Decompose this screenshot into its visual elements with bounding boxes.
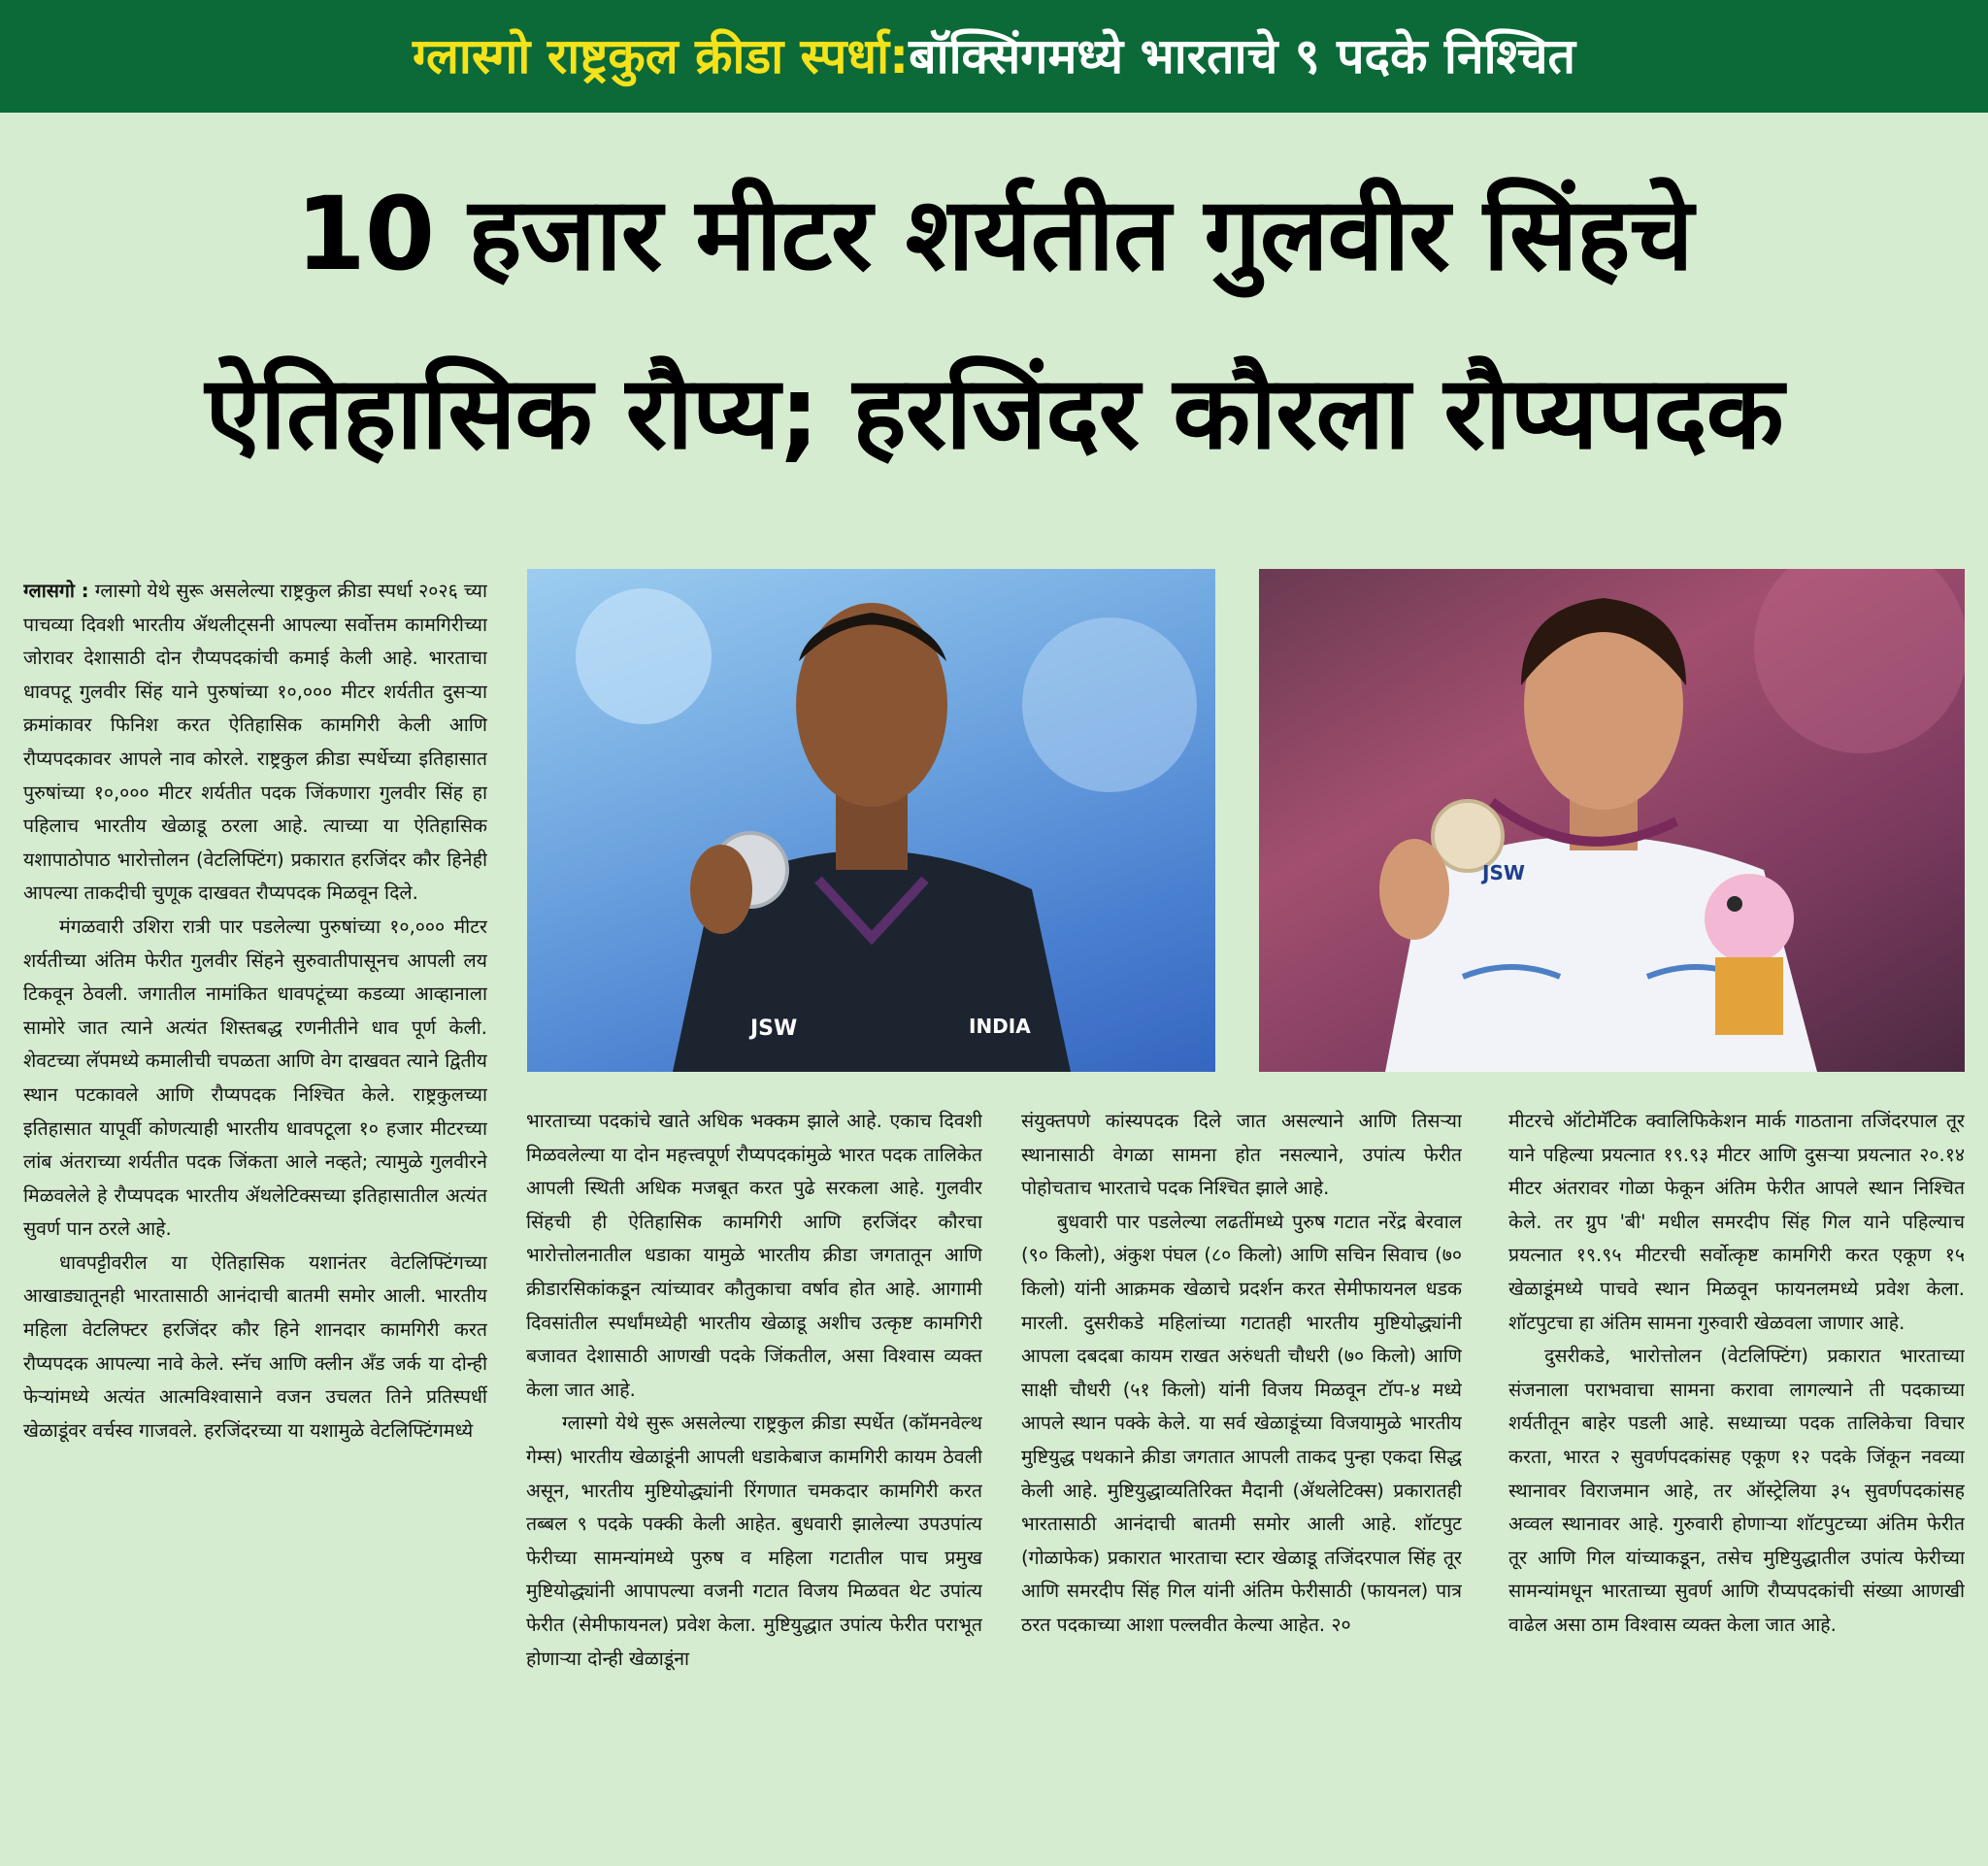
photo-weightlifter-with-medal <box>1259 569 1965 1072</box>
dateline: ग्लासगो : <box>23 580 89 602</box>
article-column-2 <box>526 1105 982 1856</box>
article-column-3 <box>1021 1105 1462 1856</box>
top-banner <box>0 0 1988 113</box>
paragraph: दुसरीकडे, भारोत्तोलन (वेटलिफ्टिंग) प्रकारात भारताच्या संजनाला पराभवाचा सामना करावा लागल्याने ती पदकाच्या शर्यतीतून बाहेर पडली आहे. सध्याच्या पदक तालिकेचा विचार करता, भारत २ सुवर्णपदकांसह एकूण १२ पदके जिंकून नवव्या स्थानावर विराजमान आहे, तर ऑस्ट्रेलिया ३५ सुवर्णपदकांसह अव्वल स्थानावर आहे. गुरुवारी होणाऱ्या शॉटपुटच्या अंतिम फेरीत तूर आणि गिल यांच्याकडून, तसेच मुष्टियुद्धातील उपांत्य फेरीच्या सामन्यांमधून भारताच्या सुवर्ण आणि रौप्यपदकांची संख्या आणखी वाढेल असा ठाम विश्वास व्यक्त केला जात आहे. <box>1508 1345 1965 1636</box>
jersey-country-text: INDIA <box>969 1015 1031 1038</box>
paragraph: ग्लास्गो येथे सुरू असलेल्या राष्ट्रकुल क्रीडा स्पर्धेत (कॉमनवेल्थ गेम्स) भारतीय खेळाडूंनी आपली धडाकेबाज कामगिरी कायम ठेवली असून, भारतीय मुष्टियोद्ध्यांनी रिंगणात चमकदार कामगिरी करत तब्बल ९ पदके पक्की केली आहेत. बुधवारी झालेल्या उपउपांत्य फेरीच्या सामन्यांमध्ये पुरुष व महिला गटातील पाच प्रमुख मुष्टियोद्ध्यांनी आपापल्या वजनी गटात विजय मिळवत थेट उपांत्य फेरीत (सेमीफायनल) प्रवेश केला. मुष्टियुद्धात उपांत्य फेरीत पराभूत होणाऱ्या दोन्ही खेळाडूंना <box>526 1412 982 1670</box>
runner-illustration <box>527 569 1215 1072</box>
banner-rest: बॉक्सिंगमध्ये भारताचे ९ पदके निश्चित <box>909 28 1576 84</box>
weightlifter-illustration <box>1259 569 1965 1072</box>
paragraph: मंगळवारी उशिरा रात्री पार पडलेल्या पुरुषांच्या १०,००० मीटर शर्यतीच्या अंतिम फेरीत गुलवीर सिंहने सुरुवातीपासूनच आपली लय टिकवून ठेवली. जगातील नामांकित धावपटूंच्या कडव्या आव्हानाला सामोरे जात त्याने अत्यंत शिस्तबद्ध रणनीतीने धाव पूर्ण केली. शेवटच्या लॅपमध्ये कमालीची चपळता आणि वेग दाखवत त्याने द्वितीय स्थान पटकावले आणि रौप्यपदक निश्चित केले. राष्ट्रकुलच्या इतिहासात यापूर्वी कोणत्याही भारतीय धावपटूला १० हजार मीटरच्या लांब अंतराच्या शर्यतीत पदक जिंकता आले नव्हते; त्यामुळे गुलवीरने मिळवलेले हे रौप्यपदक भारतीय ॲथलेटिक्सच्या इतिहासातील अत्यंत सुवर्ण पान ठरले आहे. <box>23 915 487 1241</box>
paragraph: बुधवारी पार पडलेल्या लढतींमध्ये पुरुष गटात नरेंद्र बेरवाल (९० किलो), अंकुश पंघल (८० किलो) आणि सचिन सिवाच (७० किलो) यांनी आक्रमक खेळाचे प्रदर्शन करत सेमीफायनल धडक मारली. दुसरीकडे महिलांच्या गटातही भारतीय मुष्टियोद्ध्यांनी आपला दबदबा कायम राखत अरुंधती चौधरी (७० किलो) आणि साक्षी चौधरी (५१ किलो) यांनी विजय मिळवून टॉप-४ मध्ये आपले स्थान पक्के केले. या सर्व खेळाडूंच्या विजयामुळे भारतीय मुष्टियुद्ध पथकाने क्रीडा जगतात आपली ताकद पुन्हा एकदा सिद्ध केली आहे. मुष्टियुद्धाव्यतिरिक्त मैदानी (ॲथलेटिक्स) प्रकारातही भारतासाठी आनंदाची बातमी समोर आली आहे. शॉटपुट (गोळाफेक) प्रकारात भारताचा स्टार खेळाडू तजिंदरपाल सिंह तूर आणि समरदीप सिंह गिल यांनी अंतिम फेरीसाठी (फायनल) पात्र ठरत पदकाच्या आशा पल्लवीत केल्या आहेत. २० <box>1021 1210 1462 1636</box>
jersey-brand-text: JSW <box>1482 861 1525 884</box>
article-column-1 <box>23 575 487 1856</box>
paragraph: भारताच्या पदकांचे खाते अधिक भक्कम झाले आहे. एकाच दिवशी मिळवलेल्या या दोन महत्त्वपूर्ण रौप्यपदकांमुळे भारत पदक तालिकेत आपली स्थिती अधिक मजबूत करत पुढे सरकला आहे. गुलवीर सिंहची ही ऐतिहासिक कामगिरी आणि हरजिंदर कौरचा भारोत्तोलनातील धडाका यामुळे भारतीय क्रीडा जगतातून आणि क्रीडारसिकांकडून त्यांच्यावर कौतुकाचा वर्षाव होत आहे. आगामी दिवसांतील स्पर्धांमध्येही भारतीय खेळाडू अशीच उत्कृष्ट कामगिरी बजावत देशासाठी आणखी पदके जिंकतील, असा विश्वास व्यक्त केला जात आहे. <box>526 1110 982 1401</box>
paragraph: मीटरचे ऑटोमॅटिक क्वालिफिकेशन मार्क गाठताना तजिंदरपाल तूर याने पहिल्या प्रयत्नात १९.९३ मीटर आणि दुसऱ्या प्रयत्नात २०.१४ मीटर अंतरावर गोळा फेकून अंतिम फेरीत आपले स्थान निश्चित केले. तर ग्रुप 'बी' मधील समरदीप सिंह गिल याने पहिल्याच प्रयत्नात १९.९५ मीटरची सर्वोत्कृष्ट कामगिरी करत एकूण १५ खेळाडूंमध्ये पाचवे स्थान मिळवून फायनलमध्ये प्रवेश केला. शॉटपुटचा हा अंतिम सामना गुरुवारी खेळवला जाणार आहे. <box>1508 1110 1965 1334</box>
paragraph-text: ग्लास्गो येथे सुरू असलेल्या राष्ट्रकुल क्रीडा स्पर्धा २०२६ च्या पाचव्या दिवशी भारतीय ॲथलीट्सनी आपल्या सर्वोत्तम कामगिरीच्या जोरावर देशासाठी दोन रौप्यपदकांची कमाई केली आहे. भारताचा धावपटू गुलवीर सिंह याने पुरुषांच्या १०,००० मीटर शर्यतीत दुसऱ्या क्रमांकावर फिनिश करत ऐतिहासिक कामगिरी केली आणि रौप्यपदकावर आपले नाव कोरले. राष्ट्रकुल क्रीडा स्पर्धेच्या इतिहासात पुरुषांच्या १०,००० मीटर शर्यतीत पदक जिंकणारा गुलवीर सिंह हा पहिलाच भारतीय खेळाडू ठरला आहे. त्याच्या या ऐतिहासिक यशापाठोपाठ भारोत्तोलन (वेटलिफ्टिंग) प्रकारात हरजिंदर कौर हिनेही आपल्या ताकदीची चुणूक दाखवत रौप्यपदक मिळवून दिले. <box>23 580 487 905</box>
headline-line-2: ऐतिहासिक रौप्य; हरजिंदर कौरला रौप्यपदक <box>205 353 1783 472</box>
paragraph <box>23 575 487 911</box>
photo-runner-with-medal <box>527 569 1215 1072</box>
paragraph: धावपट्टीवरील या ऐतिहासिक यशानंतर वेटलिफ्टिंगच्या आखाड्यातूनही भारतासाठी आनंदाची बातमी समोर आली. भारतीय महिला वेटलिफ्टर हरजिंदर कौर हिने शानदार कामगिरी करत रौप्यपदक आपल्या नावे केले. स्नॅच आणि क्लीन अँड जर्क या दोन्ही फेऱ्यांमध्ये अत्यंत आत्मविश्वासाने वजन उचलत तिने प्रतिस्पर्धी खेळाडूंवर वर्चस्व गाजवले. हरजिंदरच्या या यशामुळे वेटलिफ्टिंगमध्ये <box>23 1250 487 1442</box>
article-column-4 <box>1508 1105 1965 1856</box>
jersey-brand-text: JSW <box>750 1016 798 1041</box>
paragraph: संयुक्तपणे कांस्यपदक दिले जात असल्याने आणि तिसऱ्या स्थानासाठी वेगळा सामना होत नसल्याने, उपांत्य फेरीत पोहोचताच भारताचे पदक निश्चित झाले आहे. <box>1021 1110 1462 1200</box>
headline-line-1: 10 हजार मीटर शर्यतीत गुलवीर सिंहचे <box>295 175 1693 293</box>
banner-lead: ग्लास्गो राष्ट्रकुल क्रीडा स्पर्धा: <box>412 28 910 84</box>
